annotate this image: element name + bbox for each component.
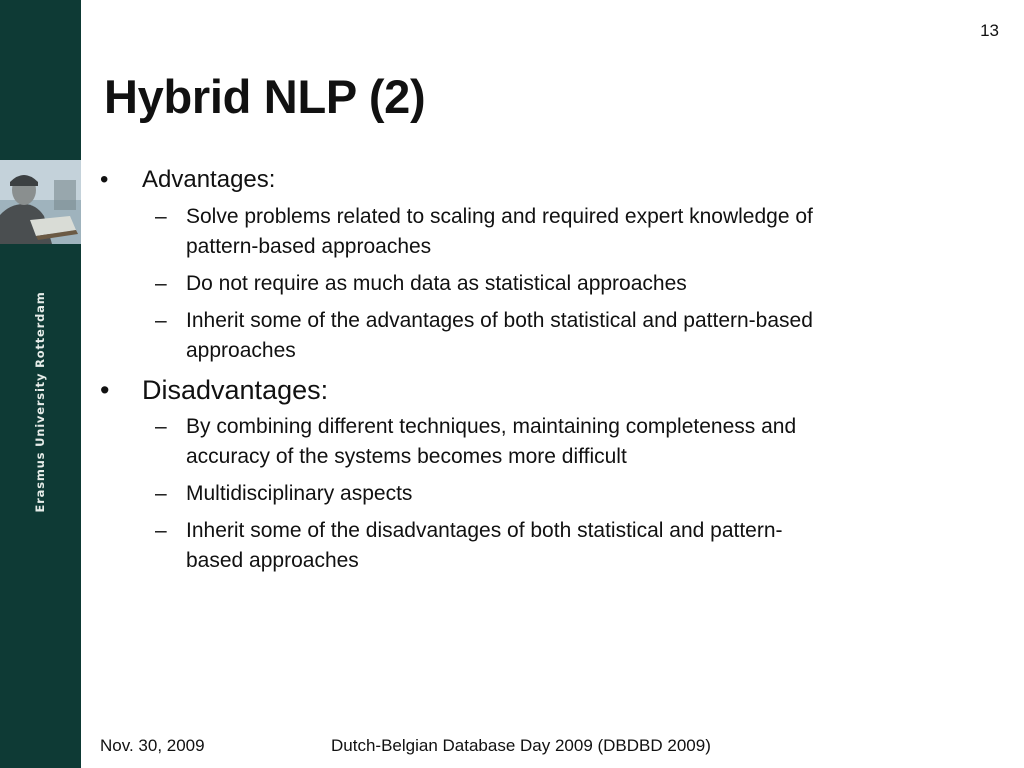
disadvantage-text: Inherit some of the disadvantages of both statistical and pattern- [186, 519, 783, 542]
advantage-item [100, 269, 980, 299]
advantage-text: Do not require as much data as statistical approaches [186, 272, 687, 295]
disadvantage-text: Multidisciplinary aspects [186, 482, 413, 505]
advantage-text: approaches [186, 339, 296, 362]
advantage-text: pattern-based approaches [186, 235, 432, 258]
dash: – [155, 309, 167, 332]
disadvantage-item [100, 479, 980, 509]
footer-event: Dutch-Belgian Database Day 2009 (DBDBD 2009) [331, 736, 711, 755]
dash: – [155, 482, 167, 505]
footer-date: Nov. 30, 2009 [100, 736, 205, 755]
advantage-text: Inherit some of the advantages of both statistical and pattern-based [186, 309, 813, 332]
disadvantages-label: Disadvantages: [142, 375, 329, 405]
advantages-label: Advantages: [142, 166, 276, 193]
slide-title: Hybrid NLP (2) [104, 70, 426, 123]
disadvantage-text: based approaches [186, 549, 359, 572]
advantage-item [100, 202, 980, 262]
disadvantages-heading [100, 375, 980, 405]
advantage-text: Solve problems related to scaling and required expert knowledge of [186, 205, 813, 228]
slide-body [100, 165, 980, 576]
dash: – [155, 205, 167, 228]
dash: – [155, 272, 167, 295]
advantage-item [100, 306, 980, 366]
advantages-heading [100, 165, 980, 195]
dash: – [155, 415, 167, 438]
brand-vertical: Erasmus University Rotterdam [33, 291, 47, 513]
erasmus-portrait-icon [0, 160, 81, 244]
bullet: • [100, 166, 109, 193]
disadvantage-text: accuracy of the systems becomes more difficult [186, 445, 627, 468]
sidebar [0, 0, 81, 768]
disadvantage-text: By combining different techniques, maintaining completeness and [186, 415, 797, 438]
bullet: • [100, 375, 110, 405]
slide-number: 13 [980, 21, 999, 40]
disadvantage-item [100, 412, 980, 472]
dash: – [155, 519, 167, 542]
disadvantage-item [100, 516, 980, 576]
